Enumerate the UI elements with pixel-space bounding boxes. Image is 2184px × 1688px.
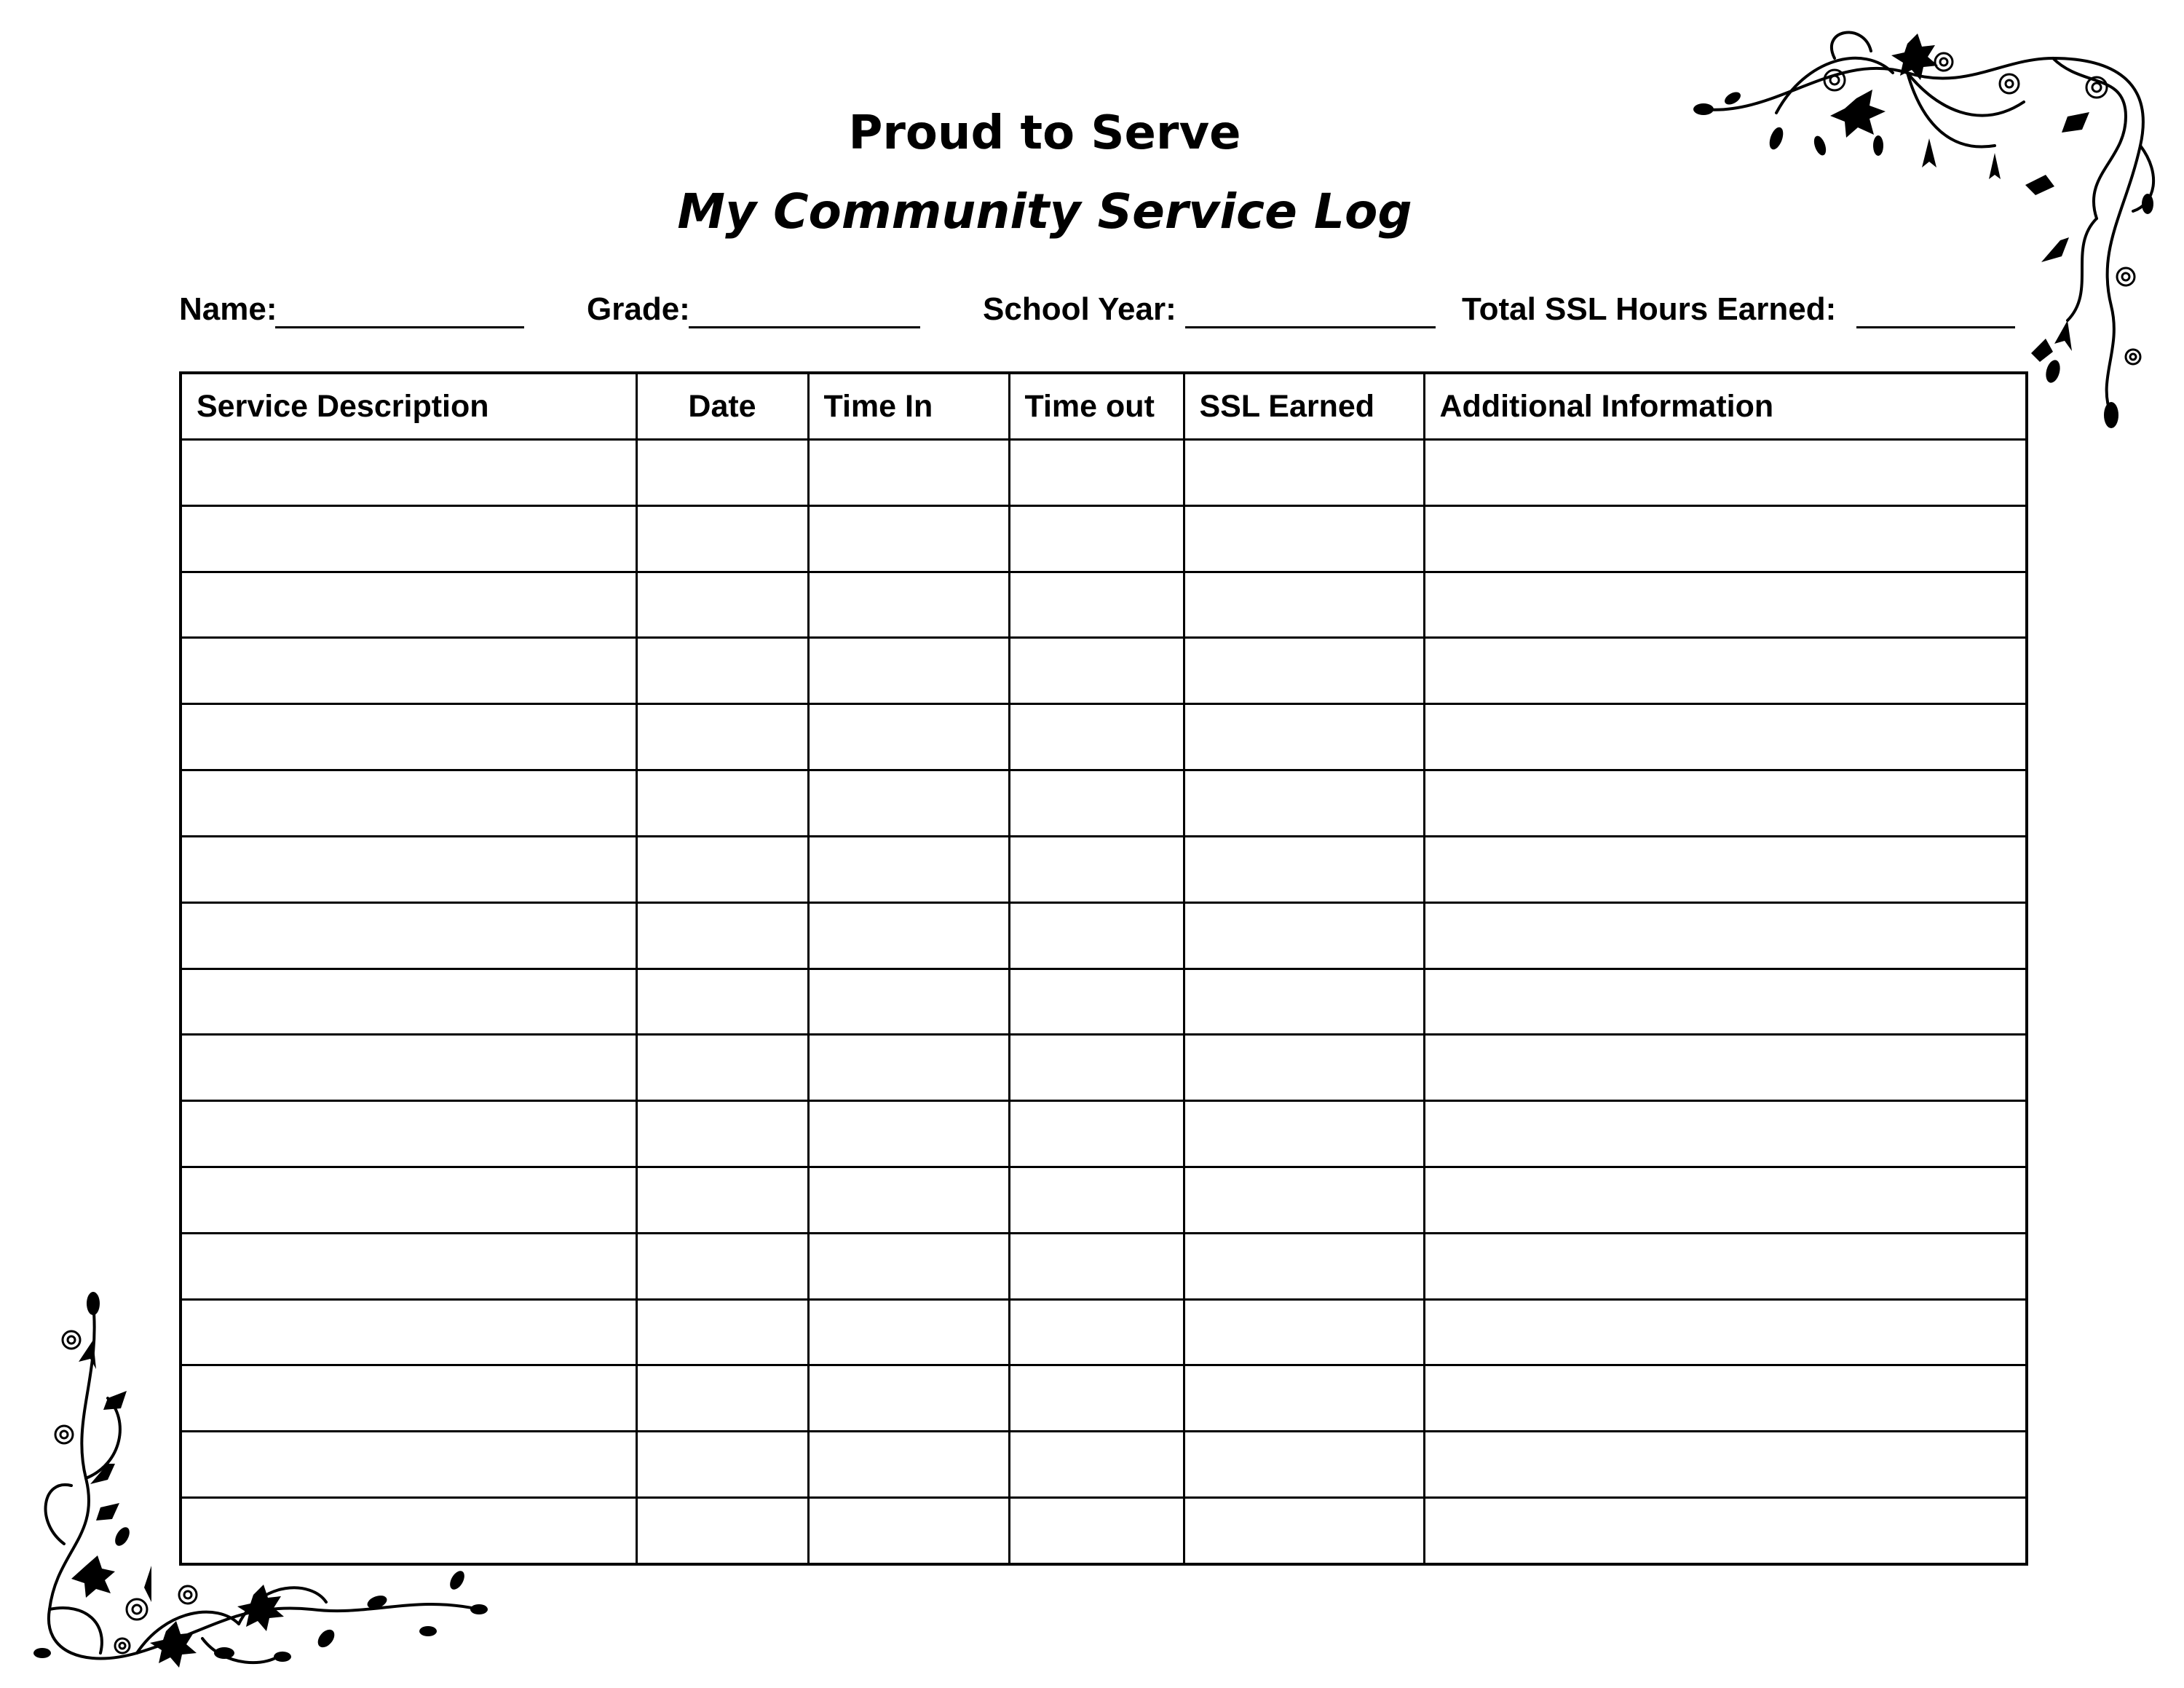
table-cell[interactable] <box>181 440 636 506</box>
table-cell[interactable] <box>1184 770 1424 837</box>
table-cell[interactable] <box>1424 969 2027 1035</box>
table-cell[interactable] <box>636 1101 808 1167</box>
table-cell[interactable] <box>1009 1035 1184 1101</box>
table-cell[interactable] <box>1184 1432 1424 1498</box>
table-cell[interactable] <box>808 1432 1009 1498</box>
table-cell[interactable] <box>636 1432 808 1498</box>
name-field[interactable] <box>275 326 524 328</box>
table-cell[interactable] <box>1424 505 2027 572</box>
floral-corner-bottom-left <box>20 1289 501 1682</box>
table-cell[interactable] <box>636 505 808 572</box>
table-cell[interactable] <box>1184 1035 1424 1101</box>
table-cell[interactable] <box>636 1167 808 1233</box>
table-cell[interactable] <box>1424 1233 2027 1299</box>
table-cell[interactable] <box>808 1101 1009 1167</box>
table-cell[interactable] <box>1424 1432 2027 1498</box>
table-cell[interactable] <box>181 505 636 572</box>
column-header-time-out: Time out <box>1009 373 1184 440</box>
table-cell[interactable] <box>181 638 636 704</box>
table-cell[interactable] <box>1009 1233 1184 1299</box>
table-cell[interactable] <box>1424 836 2027 902</box>
table-cell[interactable] <box>1009 1432 1184 1498</box>
table-cell[interactable] <box>1184 902 1424 969</box>
table-row <box>181 440 2027 506</box>
table-cell[interactable] <box>1184 704 1424 770</box>
table-cell[interactable] <box>1009 638 1184 704</box>
table-cell[interactable] <box>808 505 1009 572</box>
grade-label: Grade: <box>587 291 690 327</box>
table-cell[interactable] <box>636 1498 808 1565</box>
table-cell[interactable] <box>1184 1101 1424 1167</box>
table-cell[interactable] <box>808 572 1009 638</box>
table-cell[interactable] <box>1424 1035 2027 1101</box>
table-cell[interactable] <box>1424 1365 2027 1432</box>
table-cell[interactable] <box>636 1035 808 1101</box>
table-cell[interactable] <box>1424 638 2027 704</box>
table-cell[interactable] <box>1424 704 2027 770</box>
table-row <box>181 1101 2027 1167</box>
table-cell[interactable] <box>1184 638 1424 704</box>
table-cell[interactable] <box>1009 1498 1184 1565</box>
table-cell[interactable] <box>1009 770 1184 837</box>
table-cell[interactable] <box>808 638 1009 704</box>
table-cell[interactable] <box>808 902 1009 969</box>
table-cell[interactable] <box>181 572 636 638</box>
page-title: Proud to Serve <box>848 106 1241 160</box>
table-cell[interactable] <box>181 902 636 969</box>
table-cell[interactable] <box>636 836 808 902</box>
table-cell[interactable] <box>808 440 1009 506</box>
table-cell[interactable] <box>636 902 808 969</box>
table-cell[interactable] <box>1424 572 2027 638</box>
table-cell[interactable] <box>181 1035 636 1101</box>
table-cell[interactable] <box>181 1101 636 1167</box>
table-cell[interactable] <box>1009 1167 1184 1233</box>
column-header-additional-information: Additional Information <box>1424 373 2027 440</box>
table-cell[interactable] <box>1424 440 2027 506</box>
table-cell[interactable] <box>181 770 636 837</box>
table-cell[interactable] <box>1009 505 1184 572</box>
table-cell[interactable] <box>1009 902 1184 969</box>
table-row <box>181 704 2027 770</box>
table-cell[interactable] <box>636 638 808 704</box>
table-cell[interactable] <box>1424 1299 2027 1365</box>
table-cell[interactable] <box>1184 1167 1424 1233</box>
table-cell[interactable] <box>636 770 808 837</box>
table-cell[interactable] <box>1009 572 1184 638</box>
table-cell[interactable] <box>636 572 808 638</box>
table-cell[interactable] <box>1184 1498 1424 1565</box>
table-cell[interactable] <box>636 1233 808 1299</box>
total-hours-label: Total SSL Hours Earned: <box>1462 291 1837 327</box>
table-cell[interactable] <box>808 836 1009 902</box>
table-cell[interactable] <box>1009 440 1184 506</box>
table-row <box>181 505 2027 572</box>
table-cell[interactable] <box>181 969 636 1035</box>
table-row <box>181 770 2027 837</box>
table-cell[interactable] <box>808 1299 1009 1365</box>
table-cell[interactable] <box>1424 902 2027 969</box>
table-row <box>181 1167 2027 1233</box>
table-cell[interactable] <box>636 704 808 770</box>
table-cell[interactable] <box>808 1167 1009 1233</box>
floral-corner-top-right <box>1689 29 2169 437</box>
column-header-ssl-earned: SSL Earned <box>1184 373 1424 440</box>
table-cell[interactable] <box>808 1498 1009 1565</box>
table-cell[interactable] <box>636 1365 808 1432</box>
table-cell[interactable] <box>1184 572 1424 638</box>
table-cell[interactable] <box>1184 505 1424 572</box>
table-cell[interactable] <box>808 1365 1009 1432</box>
column-header-time-in: Time In <box>808 373 1009 440</box>
grade-field[interactable] <box>689 326 920 328</box>
name-label: Name: <box>179 291 277 327</box>
table-cell[interactable] <box>181 836 636 902</box>
school-year-label: School Year: <box>983 291 1176 327</box>
table-row <box>181 572 2027 638</box>
table-cell[interactable] <box>636 440 808 506</box>
table-row <box>181 902 2027 969</box>
table-cell[interactable] <box>1424 770 2027 837</box>
table-cell[interactable] <box>1424 1101 2027 1167</box>
column-header-date: Date <box>636 373 808 440</box>
table-cell[interactable] <box>1424 1167 2027 1233</box>
table-cell[interactable] <box>1009 836 1184 902</box>
table-cell[interactable] <box>1184 440 1424 506</box>
table-cell[interactable] <box>1009 1101 1184 1167</box>
table-row <box>181 1035 2027 1101</box>
table-cell[interactable] <box>1009 1299 1184 1365</box>
table-cell[interactable] <box>1184 969 1424 1035</box>
table-cell[interactable] <box>808 1233 1009 1299</box>
table-cell[interactable] <box>808 969 1009 1035</box>
table-cell[interactable] <box>1184 1233 1424 1299</box>
table-cell[interactable] <box>808 704 1009 770</box>
table-cell[interactable] <box>808 1035 1009 1101</box>
table-cell[interactable] <box>808 770 1009 837</box>
page-subtitle: My Community Service Log <box>677 184 1412 240</box>
table-row <box>181 836 2027 902</box>
table-cell[interactable] <box>181 704 636 770</box>
table-cell[interactable] <box>181 1167 636 1233</box>
table-cell[interactable] <box>1424 1498 2027 1565</box>
table-cell[interactable] <box>1009 704 1184 770</box>
table-cell[interactable] <box>1184 1365 1424 1432</box>
school-year-field[interactable] <box>1185 326 1436 328</box>
table-cell[interactable] <box>636 969 808 1035</box>
table-cell[interactable] <box>1184 1299 1424 1365</box>
table-cell[interactable] <box>1009 969 1184 1035</box>
table-row <box>181 638 2027 704</box>
column-header-service-description: Service Description <box>181 373 636 440</box>
table-row <box>181 969 2027 1035</box>
table-cell[interactable] <box>636 1299 808 1365</box>
table-cell[interactable] <box>1009 1365 1184 1432</box>
table-cell[interactable] <box>1184 836 1424 902</box>
